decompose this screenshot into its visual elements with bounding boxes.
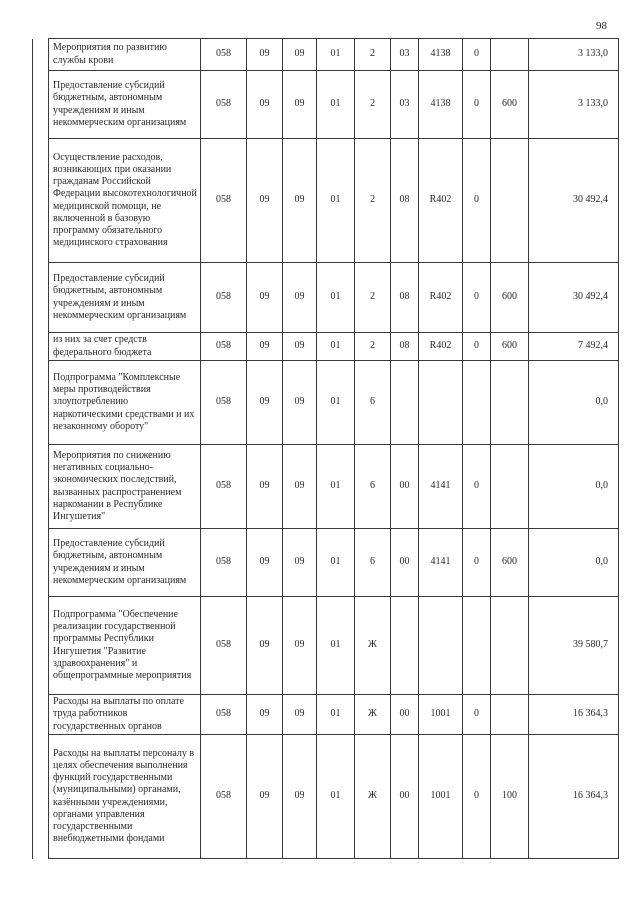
code-cell — [491, 597, 529, 695]
row-name: Расходы на выплаты по оплате труда работников государственных органов — [49, 695, 201, 735]
code-cell: 03 — [391, 39, 419, 71]
table-row — [33, 695, 619, 735]
code-cell: 09 — [247, 71, 283, 139]
row-name: Подпрограмма "Комплексные меры противодействия злоупотреблению наркотическими средствами и их незаконному обороту" — [49, 361, 201, 445]
row-name: из них за счет средств федерального бюджета — [49, 333, 201, 361]
table-row — [33, 39, 619, 71]
code-cell: 058 — [201, 529, 247, 597]
code-cell: 2 — [355, 139, 391, 263]
amount-cell: 0,0 — [529, 529, 619, 597]
code-cell: 01 — [317, 263, 355, 333]
code-cell: 01 — [317, 695, 355, 735]
code-cell: 09 — [283, 529, 317, 597]
code-cell: 09 — [283, 445, 317, 529]
code-cell: 0 — [463, 71, 491, 139]
code-cell: 01 — [317, 139, 355, 263]
code-cell: 09 — [283, 695, 317, 735]
table-row — [33, 361, 619, 445]
code-cell: 0 — [463, 333, 491, 361]
amount-cell: 0,0 — [529, 445, 619, 529]
code-cell: 09 — [283, 333, 317, 361]
table-row — [33, 333, 619, 361]
code-cell: 4138 — [419, 71, 463, 139]
code-cell: 09 — [283, 71, 317, 139]
code-cell: 1001 — [419, 695, 463, 735]
code-cell: 058 — [201, 361, 247, 445]
row-name: Подпрограмма "Обеспечение реализации государственной программы Республики Ингушетия "Развитие здравоохранения" и общепрограммные мероприятия — [49, 597, 201, 695]
code-cell: 09 — [283, 263, 317, 333]
page-number: 98 — [596, 20, 607, 32]
table-row — [33, 735, 619, 859]
code-cell: 01 — [317, 735, 355, 859]
code-cell: 09 — [247, 139, 283, 263]
code-cell: 6 — [355, 361, 391, 445]
code-cell — [491, 445, 529, 529]
row-name: Предоставление субсидий бюджетным, автономным учреждениям и иным некоммерческим организациям — [49, 529, 201, 597]
code-cell — [463, 361, 491, 445]
code-cell: 01 — [317, 71, 355, 139]
code-cell: Ж — [355, 735, 391, 859]
code-cell: 058 — [201, 695, 247, 735]
code-cell: 058 — [201, 71, 247, 139]
code-cell: 6 — [355, 445, 391, 529]
code-cell: 01 — [317, 39, 355, 71]
table-row — [33, 263, 619, 333]
row-name: Мероприятия по снижению негативных социально-экономических последствий, вызванных распространением наркомании в Республике Ингушетия" — [49, 445, 201, 529]
code-cell: 09 — [247, 263, 283, 333]
code-cell: 0 — [463, 263, 491, 333]
amount-cell: 30 492,4 — [529, 139, 619, 263]
code-cell: 01 — [317, 361, 355, 445]
row-name: Мероприятия по развитию службы крови — [49, 39, 201, 71]
code-cell: 2 — [355, 39, 391, 71]
row-name: Предоставление субсидий бюджетным, автономным учреждениям и иным некоммерческим организациям — [49, 71, 201, 139]
amount-cell: 3 133,0 — [529, 71, 619, 139]
code-cell: Ж — [355, 597, 391, 695]
code-cell: 058 — [201, 445, 247, 529]
code-cell: 058 — [201, 735, 247, 859]
code-cell: 09 — [283, 735, 317, 859]
code-cell: 00 — [391, 735, 419, 859]
row-name: Расходы на выплаты персоналу в целях обеспечения выполнения функций государственными (муниципальными) органами, казёнными учреждениями, органами управления государственными внебюджетными фондами — [49, 735, 201, 859]
row-name: Предоставление субсидий бюджетным, автономным учреждениям и иным некоммерческим организациям — [49, 263, 201, 333]
code-cell — [491, 139, 529, 263]
code-cell: 2 — [355, 333, 391, 361]
code-cell: 09 — [247, 39, 283, 71]
code-cell — [419, 597, 463, 695]
code-cell: 08 — [391, 333, 419, 361]
amount-cell: 7 492,4 — [529, 333, 619, 361]
code-cell: 0 — [463, 735, 491, 859]
code-cell: 00 — [391, 695, 419, 735]
code-cell: 09 — [247, 445, 283, 529]
table-row — [33, 597, 619, 695]
code-cell: 4141 — [419, 445, 463, 529]
code-cell: 0 — [463, 529, 491, 597]
amount-cell: 30 492,4 — [529, 263, 619, 333]
code-cell: 00 — [391, 445, 419, 529]
code-cell: 058 — [201, 39, 247, 71]
code-cell: 600 — [491, 529, 529, 597]
code-cell: 09 — [283, 597, 317, 695]
code-cell: 600 — [491, 263, 529, 333]
code-cell — [463, 597, 491, 695]
code-cell — [391, 361, 419, 445]
code-cell: 01 — [317, 529, 355, 597]
code-cell: 09 — [283, 361, 317, 445]
code-cell: 2 — [355, 263, 391, 333]
code-cell: Ж — [355, 695, 391, 735]
code-cell: 08 — [391, 263, 419, 333]
table-row — [33, 139, 619, 263]
amount-cell: 16 364,3 — [529, 695, 619, 735]
code-cell: 058 — [201, 333, 247, 361]
code-cell: 08 — [391, 139, 419, 263]
amount-cell: 0,0 — [529, 361, 619, 445]
code-cell: 0 — [463, 39, 491, 71]
code-cell: 058 — [201, 139, 247, 263]
code-cell: 01 — [317, 597, 355, 695]
amount-cell: 39 580,7 — [529, 597, 619, 695]
code-cell: 1001 — [419, 735, 463, 859]
code-cell: 058 — [201, 263, 247, 333]
code-cell: 058 — [201, 597, 247, 695]
code-cell: 09 — [247, 333, 283, 361]
code-cell: 09 — [247, 695, 283, 735]
code-cell: R402 — [419, 333, 463, 361]
code-cell — [491, 695, 529, 735]
amount-cell: 3 133,0 — [529, 39, 619, 71]
code-cell: R402 — [419, 139, 463, 263]
code-cell: 4141 — [419, 529, 463, 597]
code-cell: 09 — [283, 39, 317, 71]
code-cell — [491, 39, 529, 71]
code-cell: 0 — [463, 445, 491, 529]
code-cell: 09 — [247, 529, 283, 597]
code-cell: 00 — [391, 529, 419, 597]
code-cell — [419, 361, 463, 445]
code-cell: 600 — [491, 71, 529, 139]
row-name: Осуществление расходов, возникающих при оказании гражданам Российской Федерации высокотехнологичной медицинской помощи, не включенной в базовую программу обязательного медицинского страхования — [49, 139, 201, 263]
code-cell: R402 — [419, 263, 463, 333]
code-cell — [491, 361, 529, 445]
code-cell: 09 — [247, 735, 283, 859]
table-row — [33, 71, 619, 139]
code-cell: 01 — [317, 333, 355, 361]
code-cell: 2 — [355, 71, 391, 139]
budget-table — [32, 38, 619, 859]
code-cell: 09 — [283, 139, 317, 263]
code-cell — [391, 597, 419, 695]
code-cell: 4138 — [419, 39, 463, 71]
code-cell: 0 — [463, 139, 491, 263]
table-row — [33, 445, 619, 529]
code-cell: 600 — [491, 333, 529, 361]
code-cell: 6 — [355, 529, 391, 597]
table-row — [33, 529, 619, 597]
code-cell: 09 — [247, 361, 283, 445]
code-cell: 100 — [491, 735, 529, 859]
code-cell: 01 — [317, 445, 355, 529]
code-cell: 0 — [463, 695, 491, 735]
amount-cell: 16 364,3 — [529, 735, 619, 859]
code-cell: 09 — [247, 597, 283, 695]
code-cell: 03 — [391, 71, 419, 139]
